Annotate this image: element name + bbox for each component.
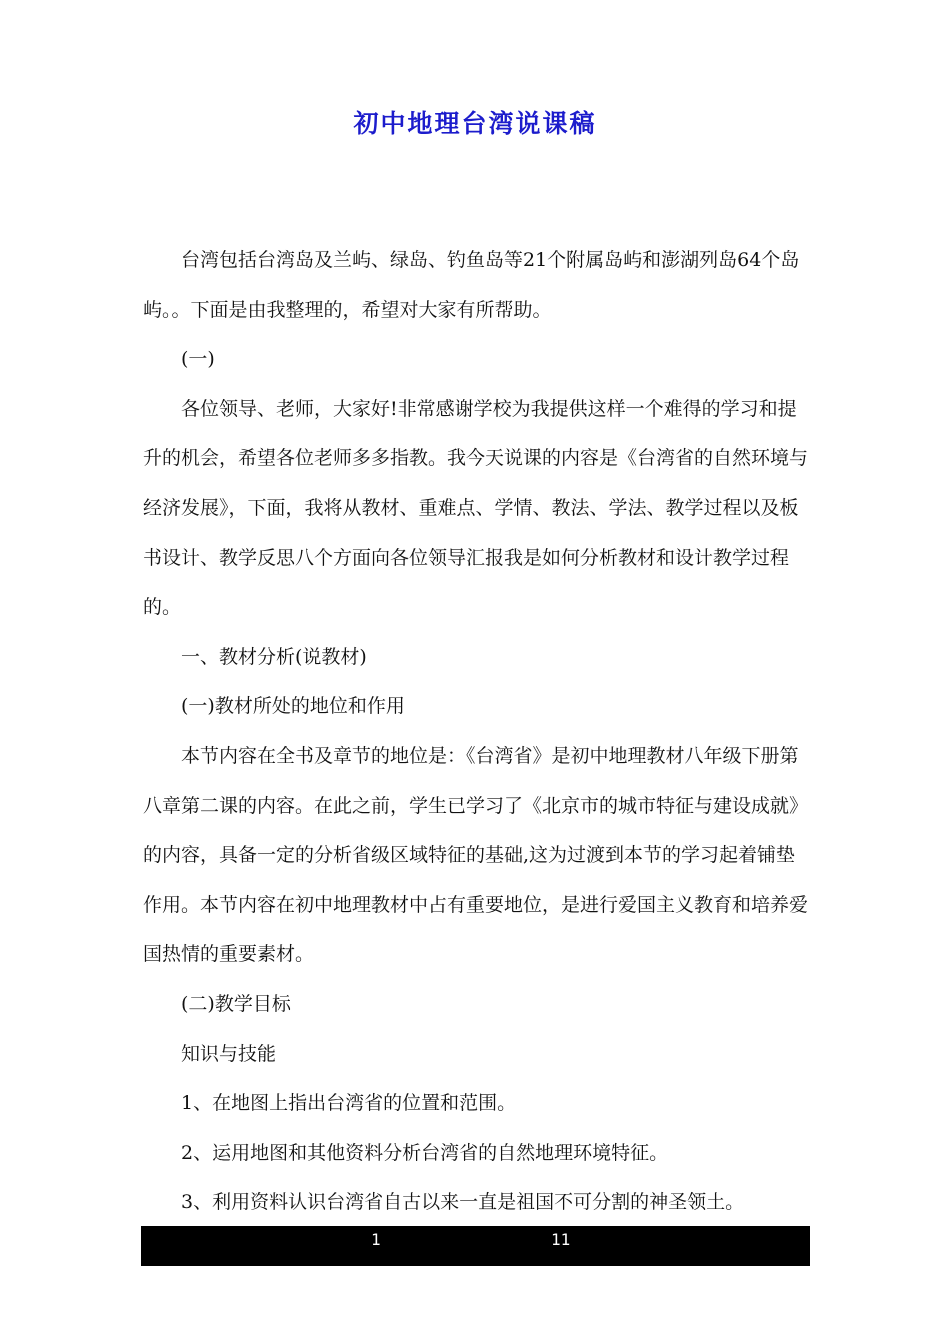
goal-item-1: 1、在地图上指出台湾省的位置和范围。 (181, 1092, 517, 1115)
heading-textbook-analysis: 一、教材分析(说教材) (181, 645, 367, 668)
paragraph-section-one: (一) (181, 348, 215, 371)
page-number-total: 11 (551, 1230, 571, 1249)
page-footer-bar (141, 1226, 810, 1266)
page-number-current: 1 (371, 1230, 381, 1249)
heading-position-role: (一)教材所处的地位和作用 (181, 695, 405, 718)
heading-knowledge-skills: 知识与技能 (181, 1042, 277, 1065)
paragraph-intro: 台湾包括台湾岛及兰屿、绿岛、钓鱼岛等21个附属岛屿和澎湖列岛64个岛屿。。下面是由我整理的，希望对大家有所帮助。 (143, 249, 800, 321)
goal-item-2: 2、运用地图和其他资料分析台湾省的自然地理环境特征。 (181, 1141, 669, 1164)
paragraph-greeting: 各位领导、老师，大家好!非常感谢学校为我提供这样一个难得的学习和提升的机会，希望各位老师多多指教。我今天说课的内容是《台湾省的自然环境与经济发展》，下面，我将从教材、重难点、学情、教法、学法、教学过程以及板书设计、教学反思八个方面向各位领导汇报我是如何分析教材和设计教学过程的。 (143, 397, 809, 619)
document-body (143, 236, 811, 1228)
document-title: 初中地理台湾说课稿 (353, 109, 597, 138)
paragraph-position: 本节内容在全书及章节的地位是：《台湾省》是初中地理教材八年级下册第八章第二课的内容。在此之前，学生已学习了《北京市的城市特征与建设成就》的内容，具备一定的分析省级区域特征的基础,这为过渡到本节的学习起着铺垫作用。本节内容在初中地理教材中占有重要地位，是进行爱国主义教育和培养爱国热情的重要素材。 (143, 744, 809, 966)
goal-item-3: 3、利用资料认识台湾省自古以来一直是祖国不可分割的神圣领土。 (181, 1191, 745, 1214)
heading-teaching-goals: (二)教学目标 (181, 992, 291, 1015)
